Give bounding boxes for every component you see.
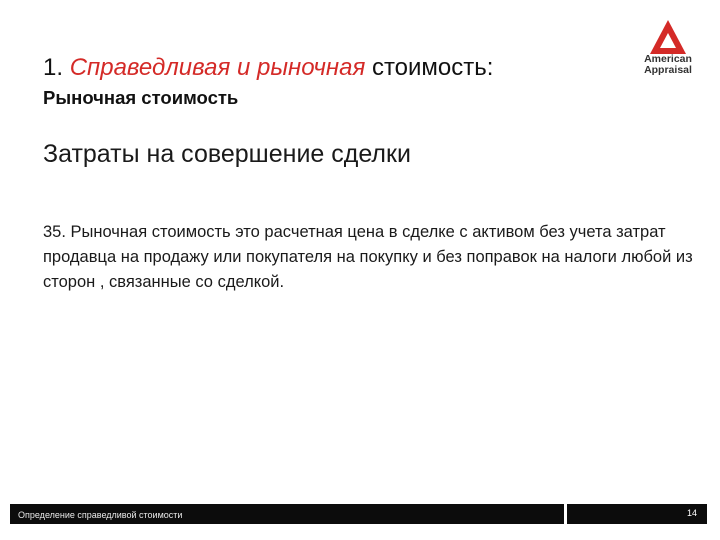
footer-bar [10, 504, 564, 524]
slide-title [43, 54, 493, 82]
title-number: 1. [43, 54, 64, 81]
footer-label: Определение справедливой стоимости [18, 510, 183, 520]
slide-subtitle: Рыночная стоимость [43, 87, 239, 108]
company-logo [636, 20, 700, 90]
logo-line-1: American [644, 53, 692, 65]
title-accent: Справедливая и рыночная [69, 54, 366, 81]
body-paragraph: 35. Рыночная стоимость это расчетная цена в сделке с активом без учета затрат продавца на продажу или покупателя на покупку и без поправок на налоги любой из сторон , связанные со сделкой. [43, 223, 693, 291]
triangle-logo-icon [650, 20, 686, 54]
logo-line-2: Appraisal [644, 64, 692, 76]
title-rest: стоимость: [371, 54, 494, 81]
page-number-box [567, 504, 707, 524]
page-number: 14 [686, 508, 697, 518]
section-heading: Затраты на совершение сделки [43, 140, 411, 168]
